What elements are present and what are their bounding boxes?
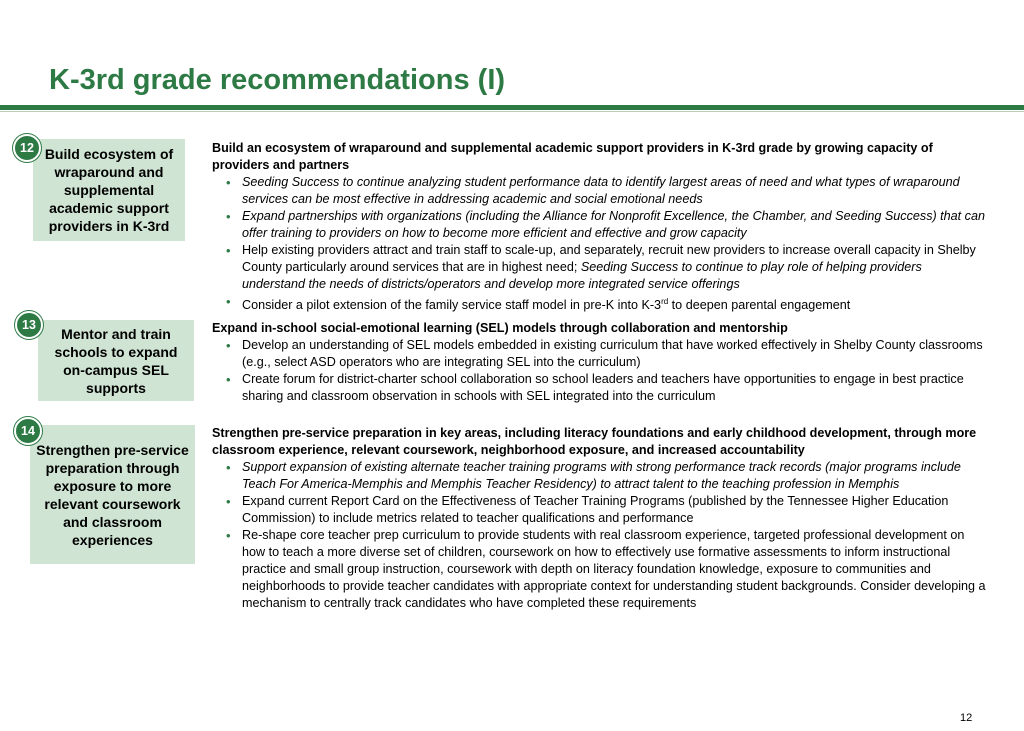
section-13-heading: Expand in-school social-emotional learning (SEL) models through collaboration and mentorship (212, 321, 788, 335)
section-13-content (212, 320, 988, 405)
section-12-heading: Build an ecosystem of wraparound and supplemental academic support providers in K-3rd grade by growing capacity of providers and partners (212, 141, 933, 172)
section-13-label-box: Mentor and train schools to expand on-campus SEL supports (38, 320, 194, 401)
page-title: K-3rd grade recommendations (I) (49, 64, 506, 96)
list-item: • Expand partnerships with organizations (including the Alliance for Nonprofit Excellence, the Chamber, and Seeding Success) that can offer training to providers on how to become more efficient and effective and grow capacity (212, 208, 988, 242)
list-item: • Expand current Report Card on the Effectiveness of Teacher Training Programs (published by the Tennessee Higher Education Commission) to include metrics related to teacher qualifications and performance (212, 493, 988, 527)
section-12-bullet-list (212, 174, 988, 314)
section-12-label-box: Build ecosystem of wraparound and supplemental academic support providers in K-3rd (33, 139, 185, 241)
section-14-heading: Strengthen pre-service preparation in key areas, including literacy foundations and early childhood development, through more classroom experience, relevant coursework, neighborhood exposure, and increased accountability (212, 426, 977, 457)
list-item: • Develop an understanding of SEL models embedded in existing curriculum that have worked effectively in Shelby County classrooms (e.g., select ASD operators who are integrating SEL into the curriculum) (212, 337, 988, 371)
section-14-content (212, 425, 988, 612)
section-13-number-badge: 13 (15, 311, 43, 339)
title-divider-thin (0, 111, 1024, 112)
list-item: • Re-shape core teacher prep curriculum to provide students with real classroom experience, targeted professional development on how to teach a more diverse set of children, coursework on how to effectively use formative assessments to inform instructional practice and small group instruction, coursework with depth on literacy foundation knowledge, exposure to communities and neighborhoods to provide teacher candidates with appropriate context for understanding student backgrounds. Consider developing a mechanism to centrally track candidates who have completed these requirements (212, 527, 988, 612)
section-12-content (212, 140, 988, 314)
list-item: • Create forum for district-charter school collaboration so school leaders and teachers have opportunities to engage in best practice sharing and classroom observation in schools with SEL integrated into the curriculum (212, 371, 988, 405)
section-12-number-badge: 12 (13, 134, 41, 162)
section-13-bullet-list (212, 337, 988, 405)
list-item: • Support expansion of existing alternate teacher training programs with strong performance track records (major programs include Teach For America-Memphis and Memphis Teacher Residency) to attract talent to the teaching profession in Memphis (212, 459, 988, 493)
section-14-bullet-list (212, 459, 988, 612)
list-item: • Seeding Success to continue analyzing student performance data to identify largest areas of need and what types of wraparound services can be most effective in addressing academic and social emotional needs (212, 174, 988, 208)
section-14-label-box: Strengthen pre-service preparation through exposure to more relevant coursework and classroom experiences (30, 425, 195, 564)
list-item: • Consider a pilot extension of the family service staff model in pre-K into K-3rd to deepen parental engagement (212, 293, 988, 314)
list-item: • Help existing providers attract and train staff to scale-up, and separately, recruit new providers to increase overall capacity in Shelby County particularly around services that are in highest need; Seeding Success to continue to play role of helping providers understand the needs of districts/operators and develop more integrated service offerings (212, 242, 988, 293)
section-14-number-badge: 14 (14, 417, 42, 445)
title-divider (0, 105, 1024, 110)
page-number: 12 (960, 712, 973, 724)
